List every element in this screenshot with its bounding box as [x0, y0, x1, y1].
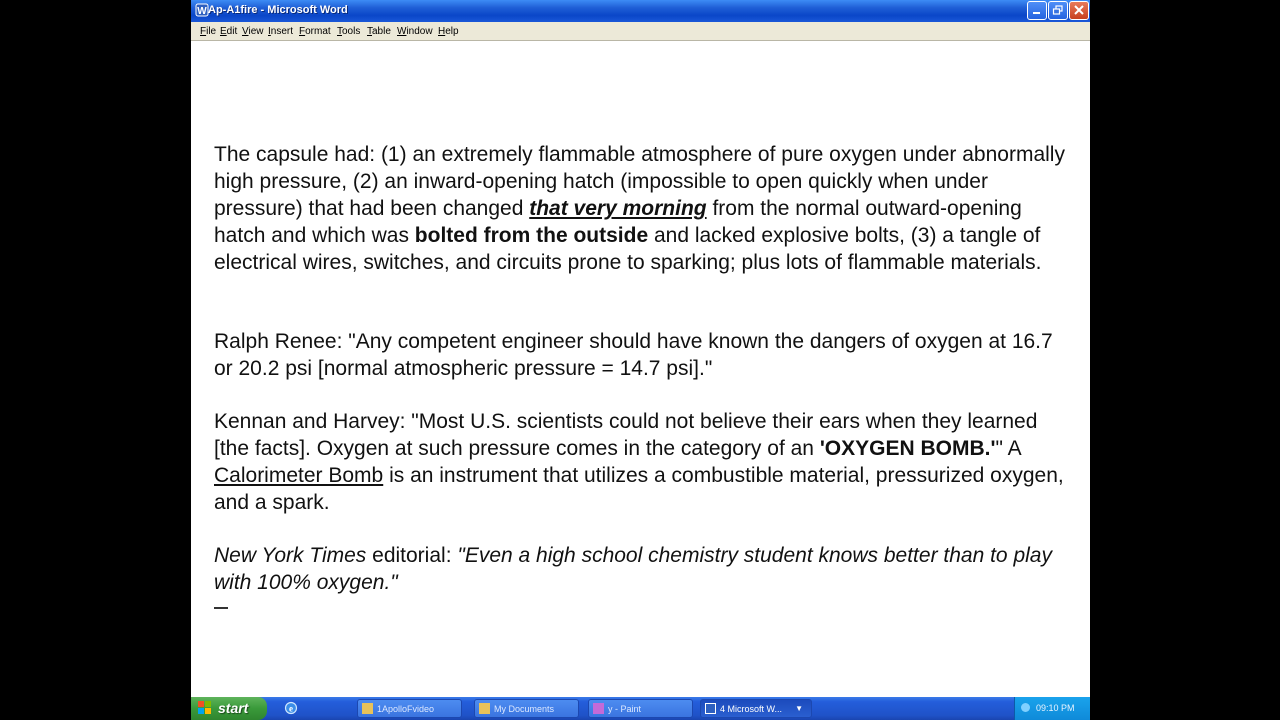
close-button[interactable] [1069, 1, 1089, 20]
ie-icon[interactable] [284, 701, 298, 715]
screen [191, 0, 1090, 720]
maximize-button[interactable] [1048, 1, 1068, 20]
menu-tools[interactable]: Tools [337, 26, 361, 37]
taskbar-item-label: My Documents [494, 704, 555, 714]
svg-text:W: W [197, 6, 207, 17]
emphasis-that-very-morning: that very morning [529, 197, 707, 220]
taskbar-item-label: y - Paint [608, 704, 642, 714]
folder-icon [479, 703, 490, 714]
taskbar-item-paint[interactable] [588, 699, 693, 718]
menu-edit[interactable]: Edit [220, 26, 238, 37]
word-app-icon [195, 3, 209, 17]
folder-icon [362, 703, 373, 714]
close-icon [1073, 5, 1085, 16]
menu-format[interactable]: Format [299, 26, 331, 37]
kennan-text-1: Kennan and Harvey: "Most U.S. scientists could not believe their ears when they learned [the facts]. Oxygen at such pressure comes in the category of an [214, 410, 1038, 460]
paint-icon [593, 703, 604, 714]
start-label: start [218, 700, 249, 716]
paragraph-capsule [214, 141, 1074, 276]
network-icon[interactable] [1021, 703, 1030, 712]
title-bar[interactable] [191, 0, 1090, 22]
capsule-text-2: from the normal outward-opening hatch and which was [214, 197, 1022, 247]
menu-help[interactable]: Help [438, 26, 459, 37]
text-cursor-mark [214, 607, 228, 609]
paragraph-nyt-editorial [214, 542, 1074, 596]
emphasis-oxygen-bomb: 'OXYGEN BOMB.' [819, 437, 996, 460]
emphasis-bolted-from-outside: bolted from the outside [414, 224, 649, 247]
taskbar-item-label: 1ApolloFvideo [377, 704, 435, 714]
window-title: Ap-A1fire - Microsoft Word [208, 4, 348, 16]
restore-icon [1052, 5, 1064, 16]
paragraph-ralph-renee [214, 328, 1074, 382]
paragraph-kennan-harvey [214, 408, 1074, 516]
nyt-text: editorial: [366, 544, 458, 567]
svg-text:e: e [289, 703, 293, 714]
nyt-source: New York Times [214, 544, 367, 567]
capsule-text-1: The capsule had: (1) an extremely flammable atmosphere of pure oxygen under abnormally high pressure, (2) an inward-opening hatch (impossible to open quickly when under pressure) that had been changed [214, 143, 1065, 220]
document-body[interactable] [191, 42, 1090, 692]
taskbar-group-arrow-icon: ▼ [795, 704, 803, 713]
minimize-button[interactable] [1027, 1, 1047, 20]
ralph-renee-quote: Ralph Renee: "Any competent engineer should have known the dangers of oxygen at 16.7 or 20.2 psi [normal atmospheric pressure = 14.7 psi]." [214, 330, 1053, 380]
start-button[interactable] [191, 697, 267, 720]
menu-table[interactable]: Table [367, 26, 391, 37]
taskbar-item-microsoft-word[interactable] [700, 699, 812, 718]
kennan-text-3: is an instrument that utilizes a combustible material, pressurized oxygen, and a spark. [214, 464, 1064, 514]
taskbar-item-label: 4 Microsoft W... [720, 704, 783, 714]
link-calorimeter-bomb[interactable]: Calorimeter Bomb [214, 464, 384, 487]
word-icon [705, 703, 716, 714]
windows-flag-icon [198, 701, 212, 715]
menu-window[interactable]: Window [397, 26, 433, 37]
minimize-icon [1031, 5, 1043, 16]
system-tray [1014, 697, 1090, 720]
kennan-text-2: " A [995, 437, 1021, 460]
taskbar [191, 697, 1090, 720]
nyt-quote: "Even a high school chemistry student knows better than to play with 100% oxygen." [214, 544, 1052, 594]
taskbar-item-apollo-video[interactable] [357, 699, 462, 718]
menu-file[interactable]: File [200, 26, 217, 37]
taskbar-item-my-documents[interactable] [474, 699, 579, 718]
capsule-text-3: and lacked explosive bolts, (3) a tangle of electrical wires, switches, and circuits prone to sparking; plus lots of flammable materials. [214, 224, 1042, 274]
menu-insert[interactable]: Insert [268, 26, 294, 37]
menu-bar [191, 22, 1090, 41]
clock: 09:10 PM [1036, 703, 1075, 713]
menu-view[interactable]: View [242, 26, 264, 37]
